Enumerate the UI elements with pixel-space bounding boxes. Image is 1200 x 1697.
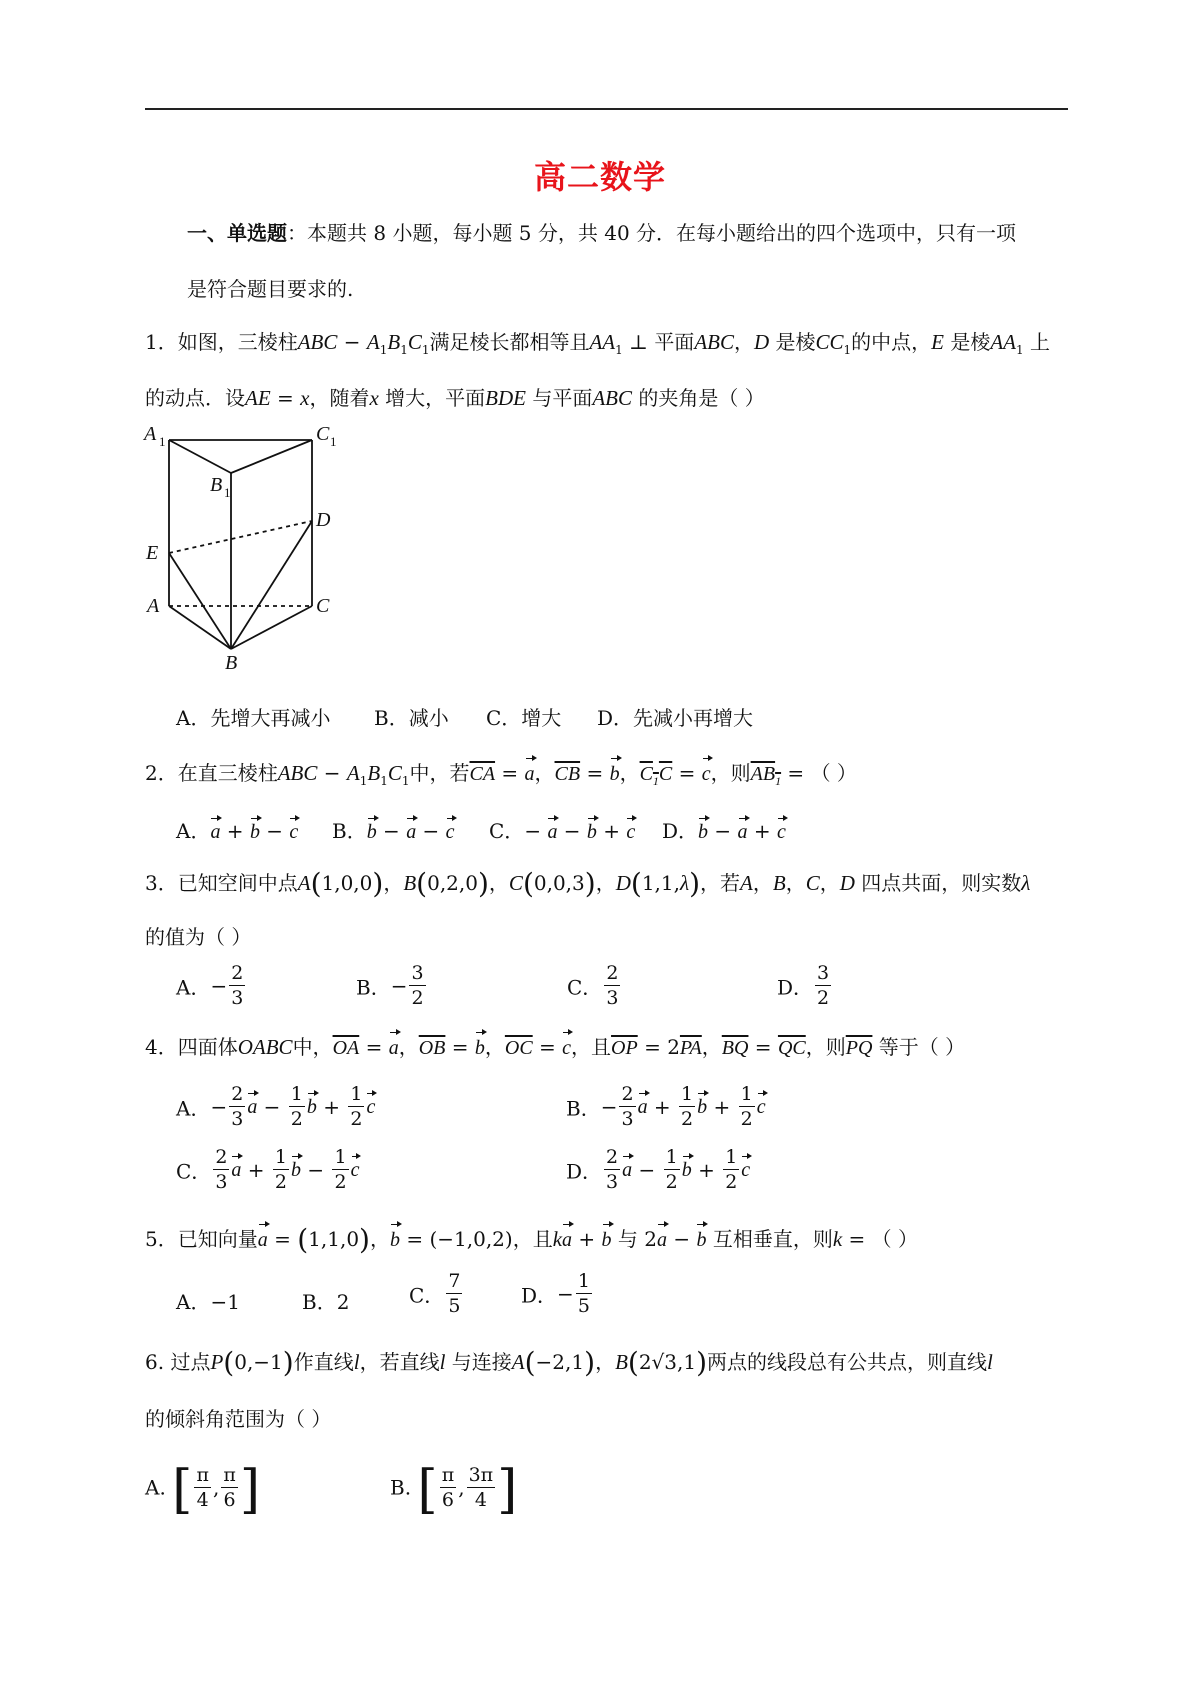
- q3-option-c[interactable]: C． $\frac{2}{3}$: [567, 962, 619, 1009]
- q2-option-c[interactable]: C．− a − b + c: [489, 819, 636, 843]
- label-c: C: [316, 595, 330, 617]
- edge-eb: [169, 553, 231, 649]
- label-a1: A: [144, 423, 157, 445]
- q6-option-a[interactable]: A. [ $\frac{\pi}{4}$ , $\frac{\pi}{6}$ ]: [145, 1460, 261, 1520]
- q2-option-b[interactable]: B．b − a − c: [332, 819, 455, 843]
- svg-text:1: 1: [159, 434, 166, 449]
- q1-option-d[interactable]: D．先减小再增大: [597, 706, 754, 730]
- edge-a1b1: [169, 440, 231, 473]
- edge-ed-hidden: [169, 521, 312, 553]
- edge-cb: [231, 606, 312, 649]
- svg-text:1: 1: [330, 434, 337, 449]
- edge-ab: [169, 606, 231, 649]
- header-rule: [145, 108, 1068, 110]
- q1-option-a[interactable]: A．先增大再减小: [176, 706, 331, 730]
- page-title: 高二数学: [533, 158, 666, 196]
- label-e: E: [146, 542, 159, 564]
- q3-option-a[interactable]: A．− $\frac{2}{3}$: [176, 962, 244, 1009]
- q2-option-a[interactable]: A．a + b − c: [176, 819, 299, 843]
- section-desc-1: ：本题共 8 小题，每小题 5 分，共 40 分．在每小题给出的四个选项中，只有一项: [287, 221, 1017, 245]
- question-3-line-2: 的值为（ ）: [145, 925, 252, 949]
- q1-option-c[interactable]: C．增大: [486, 706, 562, 730]
- q4-option-a[interactable]: A．− $\frac{2}{3}$ a − $\frac{1}{2}$ b + $\frac{1}{2}$ c: [176, 1083, 376, 1130]
- q4-option-d[interactable]: D． $\frac{2}{3}$ a − $\frac{1}{2}$ b + $\frac{1}{2}$ c: [566, 1146, 751, 1193]
- section-label: 一、单选题: [187, 221, 287, 245]
- question-4-stem: 4．四面体OABC中，$\overline{OA} = a$，$\overline{OB} = b$，$\overline{OC} = c$，且$\overline{OP} = 2\overline{PA}$，$\overline{BQ} = \overline{QC}$，则$\overline{PQ}$ 等于（ ）: [145, 1035, 966, 1059]
- q1-option-b[interactable]: B．减小: [374, 706, 449, 730]
- question-3-line-1: 3．已知空间中点A(1,0,0)，B(0,2,0)，C(0,0,3)，D(1,1,λ)，若A，B，C，D 四点共面，则实数λ: [145, 867, 1031, 900]
- question-2-stem: 2．在直三棱柱ABC − $A_1B_1C_1$中，若$\overline{CA} = a$，$\overline{CB} = b$，$C_1C = c$，则$AB_1$ = （ ）: [145, 761, 857, 788]
- label-d: D: [316, 509, 331, 531]
- question-6-line-2: 的倾斜角范围为（ ）: [145, 1407, 332, 1431]
- section-instructions: [187, 220, 1016, 246]
- edge-db: [231, 521, 312, 649]
- question-5-stem: 5．已知向量a = (1,1,0)，b = (−1,0,2)，且ka + b 与 2a − b 互相垂直，则k = （ ）: [145, 1223, 918, 1256]
- q5-option-b[interactable]: B．2: [302, 1290, 350, 1314]
- q4-option-b[interactable]: B．− $\frac{2}{3}$ a + $\frac{1}{2}$ b + $\frac{1}{2}$ c: [566, 1083, 766, 1130]
- q2-option-d[interactable]: D．b − a + c: [662, 819, 786, 843]
- q5-option-c[interactable]: C． $\frac{7}{5}$: [409, 1270, 461, 1317]
- question-6-line-1: 6. 过点P(0,−1)作直线l，若直线l 与连接A(−2,1)，B(2√3,1)两点的线段总有公共点，则直线l: [145, 1346, 993, 1379]
- section-desc-2: 是符合题目要求的.: [187, 277, 354, 301]
- q3-option-b[interactable]: B．− $\frac{3}{2}$: [356, 962, 424, 1009]
- label-a: A: [147, 595, 160, 617]
- q5-option-d[interactable]: D．− $\frac{1}{5}$: [521, 1270, 590, 1317]
- q4-option-c[interactable]: C． $\frac{2}{3}$ a + $\frac{1}{2}$ b − $\frac{1}{2}$ c: [176, 1146, 360, 1193]
- edge-b1c1: [231, 440, 312, 473]
- prism-figure: [140, 420, 360, 670]
- q5-option-a[interactable]: A．−1: [176, 1290, 240, 1314]
- question-1-line-2: 的动点．设AE = x，随着x 增大，平面BDE 与平面ABC 的夹角是（ ）: [145, 386, 765, 410]
- svg-text:1: 1: [224, 485, 231, 500]
- label-b1: B: [210, 474, 223, 496]
- label-c1: C: [316, 423, 330, 445]
- label-b: B: [225, 652, 238, 670]
- q6-option-b[interactable]: B. [ $\frac{\pi}{6}$ , $\frac{3\pi}{4}$ ]: [390, 1460, 518, 1520]
- question-1-line-1: 1．如图，三棱柱ABC − $A_1B_1C_1$满足棱长都相等且$AA_1$ ⊥ 平面ABC，D 是棱$CC_1$的中点，E 是棱$AA_1$ 上: [145, 330, 1051, 357]
- q3-option-d[interactable]: D． $\frac{3}{2}$: [777, 962, 830, 1009]
